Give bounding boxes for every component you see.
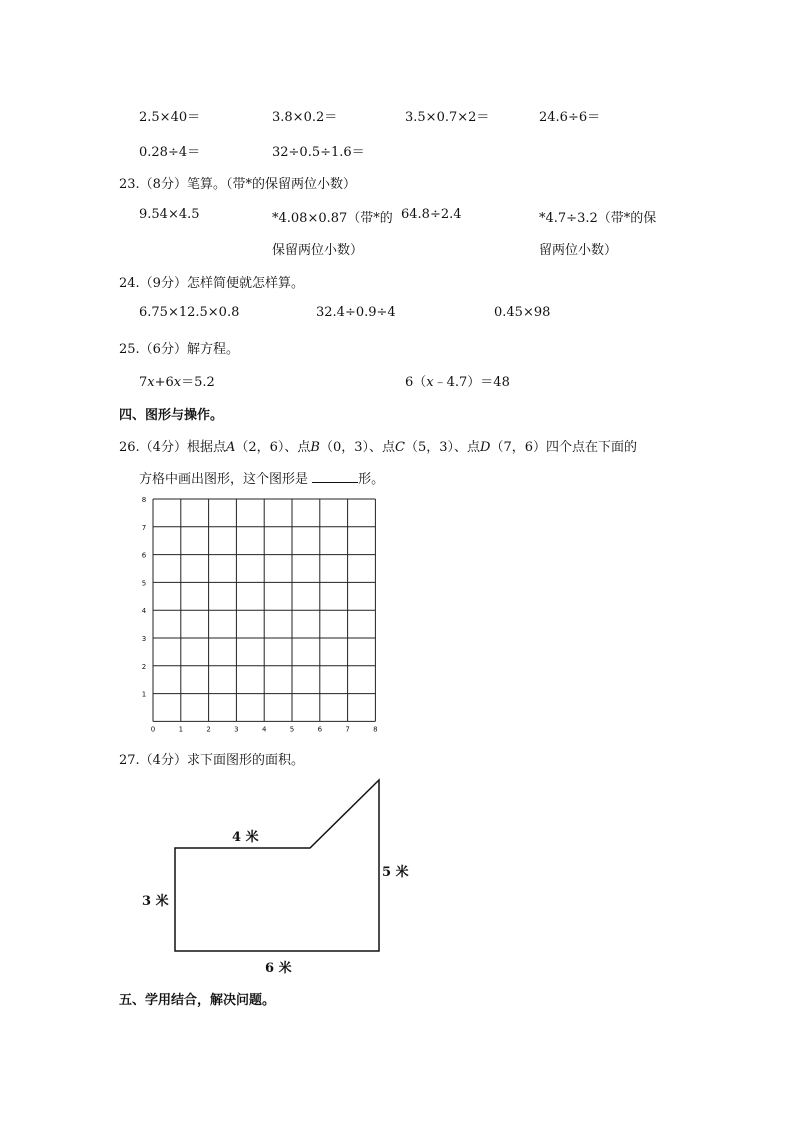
x-tick-label: 7 xyxy=(345,725,350,734)
question-25-heading: 25.（6分）解方程。 xyxy=(119,342,239,357)
calc-note: 保留两位小数） xyxy=(272,243,364,258)
y-tick-label: 6 xyxy=(141,551,147,560)
x-tick-label: 6 xyxy=(317,725,323,734)
x-tick-label: 1 xyxy=(178,725,184,734)
x-tick-label: 4 xyxy=(261,725,267,734)
y-tick-label: 1 xyxy=(141,690,147,699)
y-tick-label: 7 xyxy=(141,523,147,532)
y-tick-label: 3 xyxy=(141,635,147,643)
calc-item: 2.5×40＝ xyxy=(139,110,201,125)
x-tick-label: 0 xyxy=(150,725,156,734)
y-tick-label: 8 xyxy=(141,496,147,504)
label-left: 3 米 xyxy=(142,894,169,909)
calc-item: 3.8×0.2＝ xyxy=(272,110,338,125)
coordinate-grid xyxy=(136,492,388,740)
calc-note: 留两位小数） xyxy=(539,243,618,258)
equation-1: 7x+6x＝5.2 xyxy=(139,375,215,390)
section-4-heading: 四、图形与操作。 xyxy=(119,408,224,423)
figure-outline xyxy=(175,780,379,951)
question-26-line-2: 方格中画出图形，这个图形是 形。 xyxy=(139,472,385,487)
label-bottom: 6 米 xyxy=(265,961,292,976)
answer-blank[interactable] xyxy=(312,470,358,483)
calc-item: 32÷0.5÷1.6＝ xyxy=(272,145,365,160)
calc-item: 6.75×12.5×0.8 xyxy=(139,305,240,320)
calc-item: *4.08×0.87（带*的 xyxy=(272,211,393,226)
calc-item: 9.54×4.5 xyxy=(139,207,200,222)
calc-item: *4.7÷3.2（带*的保 xyxy=(539,211,657,226)
y-tick-label: 5 xyxy=(141,579,147,588)
x-tick-label: 8 xyxy=(373,725,378,734)
x-tick-label: 2 xyxy=(206,725,211,734)
question-24-heading: 24.（9分）怎样简便就怎样算。 xyxy=(119,276,304,291)
label-right: 5 米 xyxy=(382,865,409,880)
section-5-heading: 五、学用结合，解决问题。 xyxy=(119,993,276,1008)
question-26-line-1: 26.（4分）根据点A（2，6）、点B（0，3）、点C（5，3）、点D（7，6）四个点在下面的 xyxy=(119,440,637,455)
y-tick-label: 4 xyxy=(141,607,147,616)
calc-item: 24.6÷6＝ xyxy=(539,110,601,125)
label-top: 4 米 xyxy=(232,830,259,845)
area-figure xyxy=(160,776,420,976)
question-23-heading: 23.（8分）笔算。（带*的保留两位小数） xyxy=(119,177,356,192)
y-tick-label: 2 xyxy=(141,662,147,671)
calc-item: 0.28÷4＝ xyxy=(139,145,201,160)
calc-item: 0.45×98 xyxy=(494,305,551,320)
calc-item: 3.5×0.7×2＝ xyxy=(405,110,490,125)
question-27-heading: 27.（4分）求下面图形的面积。 xyxy=(119,753,304,768)
x-tick-label: 5 xyxy=(289,725,295,734)
calc-item: 64.8÷2.4 xyxy=(401,207,462,222)
x-tick-label: 3 xyxy=(234,725,239,734)
calc-item: 32.4÷0.9÷4 xyxy=(316,305,396,320)
equation-2: 6（x﹣4.7）＝48 xyxy=(405,375,510,390)
